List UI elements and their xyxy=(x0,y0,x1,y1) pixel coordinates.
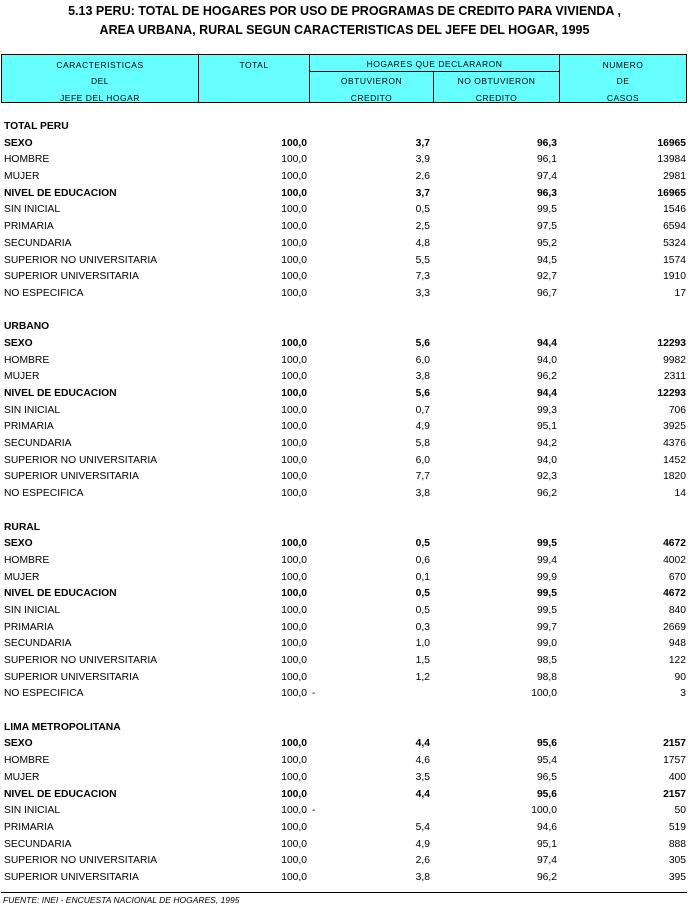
total-value: 100,0 xyxy=(281,154,307,166)
table-row xyxy=(0,219,689,236)
total-value: 100,0 xyxy=(281,488,307,500)
total-value: 100,0 xyxy=(281,788,307,800)
obtuvieron-value: 5,6 xyxy=(415,388,430,399)
no-obtuvieron-value: 92,7 xyxy=(536,271,557,283)
table-row xyxy=(0,820,689,837)
section-heading xyxy=(0,720,689,737)
row-label: PRIMARIA xyxy=(4,621,54,633)
obtuvieron-value: 5,5 xyxy=(415,254,430,266)
obtuvieron-value: 4,9 xyxy=(415,838,430,850)
table-row xyxy=(0,686,689,703)
total-value: 100,0 xyxy=(281,137,307,149)
numero-casos-value: 9982 xyxy=(663,354,686,366)
obtuvieron-value: 0,7 xyxy=(415,404,430,416)
row-label: PRIMARIA xyxy=(4,421,54,433)
row-label: SIN INICIAL xyxy=(4,805,61,817)
row-label: MUJER xyxy=(4,771,40,783)
table-row xyxy=(0,186,689,203)
row-label: NO ESPECIFICA xyxy=(4,688,84,700)
numero-casos-value: 4376 xyxy=(663,438,686,450)
header-obtuvieron-2: CREDITO xyxy=(350,93,393,103)
obtuvieron-value: 6,0 xyxy=(415,454,430,466)
table-bottom-rule xyxy=(1,892,687,893)
table-row xyxy=(0,436,689,453)
table-row xyxy=(0,536,689,553)
no-obtuvieron-value: 96,3 xyxy=(536,187,557,199)
obtuvieron-value: 1,2 xyxy=(415,671,430,683)
table-row xyxy=(0,453,689,470)
total-value: 100,0 xyxy=(281,404,307,416)
numero-casos-value: 519 xyxy=(668,821,686,833)
row-label: MUJER xyxy=(4,571,40,583)
obtuvieron-value: 3,8 xyxy=(415,371,430,383)
numero-casos-value: 16965 xyxy=(657,137,686,149)
row-label: HOMBRE xyxy=(4,755,50,767)
numero-casos-value: 706 xyxy=(668,404,686,416)
numero-casos-value: 17 xyxy=(674,287,686,299)
numero-casos-value: 122 xyxy=(668,655,686,666)
table-row xyxy=(0,770,689,787)
total-value: 100,0 xyxy=(281,571,307,583)
section-heading xyxy=(0,119,689,136)
obtuvieron-value: 7,3 xyxy=(415,271,430,283)
header-no-obtuvieron-1: NO OBTUVIERON xyxy=(457,76,536,86)
obtuvieron-value: 0,3 xyxy=(415,621,430,633)
table-row xyxy=(0,753,689,770)
table-row xyxy=(0,787,689,804)
no-obtuvieron-value: 96,2 xyxy=(536,871,557,883)
numero-casos-value: 948 xyxy=(668,638,686,650)
no-obtuvieron-value: 99,0 xyxy=(536,638,557,650)
header-hogares: HOGARES QUE DECLARARON xyxy=(366,59,503,69)
no-obtuvieron-value: 96,2 xyxy=(536,488,557,500)
header-numero-2: DE xyxy=(616,76,630,86)
table-row xyxy=(0,653,689,670)
row-label: TOTAL PERU xyxy=(4,121,69,132)
obtuvieron-value: 4,4 xyxy=(415,788,430,800)
numero-casos-value: 90 xyxy=(674,671,686,683)
numero-casos-value: 50 xyxy=(674,805,686,817)
total-value: 100,0 xyxy=(281,187,307,199)
row-label: SEXO xyxy=(4,538,33,550)
total-value: 100,0 xyxy=(281,538,307,550)
numero-casos-value: 400 xyxy=(668,771,686,783)
obtuvieron-value: 5,8 xyxy=(415,438,430,450)
numero-casos-value: 2157 xyxy=(663,738,686,750)
table-row xyxy=(0,620,689,637)
numero-casos-value: 4672 xyxy=(663,588,686,600)
table-row xyxy=(0,736,689,753)
obtuvieron-value: 4,9 xyxy=(415,421,430,433)
total-value: 100,0 xyxy=(281,337,307,349)
obtuvieron-value: 3,5 xyxy=(415,771,430,783)
obtuvieron-value: 2,6 xyxy=(415,171,430,183)
row-label: NIVEL DE EDUCACION xyxy=(4,788,117,800)
header-caracteristicas-2: DEL xyxy=(90,76,110,86)
total-value: 100,0 xyxy=(281,421,307,433)
total-value: 100,0 xyxy=(281,771,307,783)
row-label: SUPERIOR UNIVERSITARIA xyxy=(4,871,139,883)
total-value: 100,0 xyxy=(281,171,307,183)
total-value: 100,0 xyxy=(281,388,307,399)
row-label: SEXO xyxy=(4,137,33,149)
obtuvieron-value: 0,5 xyxy=(415,588,430,600)
no-obtuvieron-value: 100,0 xyxy=(531,805,557,817)
table-title-line1: 5.13 PERU: TOTAL DE HOGARES POR USO DE PROGRAMAS DE CREDITO PARA VIVIENDA , xyxy=(68,4,621,18)
no-obtuvieron-value: 94,4 xyxy=(536,337,557,349)
obtuvieron-value: 3,3 xyxy=(415,287,430,299)
no-obtuvieron-value: 99,5 xyxy=(536,588,557,600)
obtuvieron-value: 4,4 xyxy=(415,738,430,750)
total-value: 100,0 xyxy=(281,237,307,249)
no-obtuvieron-value: 95,1 xyxy=(536,838,557,850)
no-obtuvieron-value: 96,5 xyxy=(536,771,557,783)
table-body xyxy=(0,119,689,887)
total-value: 100,0 xyxy=(281,454,307,466)
no-obtuvieron-value: 97,5 xyxy=(536,221,557,233)
table-header xyxy=(1,54,687,103)
obtuvieron-value: 3,9 xyxy=(415,154,430,166)
no-obtuvieron-value: 100,0 xyxy=(531,688,557,700)
total-value: 100,0 xyxy=(281,755,307,767)
obtuvieron-value: 3,7 xyxy=(415,187,430,199)
numero-casos-value: 12293 xyxy=(657,388,686,399)
total-value: 100,0 xyxy=(281,221,307,233)
row-label: HOMBRE xyxy=(4,154,50,166)
row-label: SECUNDARIA xyxy=(4,838,72,850)
obtuvieron-value: 5,6 xyxy=(415,337,430,349)
no-obtuvieron-value: 99,5 xyxy=(536,204,557,216)
numero-casos-value: 2157 xyxy=(663,788,686,800)
obtuvieron-value: 4,6 xyxy=(415,755,430,767)
spacer-row xyxy=(0,503,689,520)
no-obtuvieron-value: 94,0 xyxy=(536,454,557,466)
no-obtuvieron-value: 96,3 xyxy=(536,137,557,149)
no-obtuvieron-value: 96,7 xyxy=(536,287,557,299)
row-label: NIVEL DE EDUCACION xyxy=(4,187,117,199)
row-label: HOMBRE xyxy=(4,554,50,566)
table-row xyxy=(0,553,689,570)
row-label: NIVEL DE EDUCACION xyxy=(4,388,117,399)
row-label: HOMBRE xyxy=(4,354,50,366)
obtuvieron-value: 1,0 xyxy=(415,638,430,650)
no-obtuvieron-value: 99,5 xyxy=(536,604,557,616)
header-total: TOTAL xyxy=(239,60,269,70)
table-row xyxy=(0,353,689,370)
obtuvieron-value: 1,5 xyxy=(415,655,430,666)
table-row xyxy=(0,803,689,820)
row-label: PRIMARIA xyxy=(4,221,54,233)
total-value: 100,0 xyxy=(281,655,307,666)
no-obtuvieron-value: 94,4 xyxy=(536,388,557,399)
numero-casos-value: 1820 xyxy=(663,471,686,483)
numero-casos-value: 6594 xyxy=(663,221,686,233)
obtuvieron-value: 2,5 xyxy=(415,221,430,233)
obtuvieron-value: 3,8 xyxy=(415,488,430,500)
row-label: NO ESPECIFICA xyxy=(4,488,84,500)
numero-casos-value: 305 xyxy=(668,855,686,867)
obtuvieron-value: 0,5 xyxy=(415,604,430,616)
row-label: SUPERIOR NO UNIVERSITARIA xyxy=(4,254,158,266)
table-row xyxy=(0,636,689,653)
table-row xyxy=(0,253,689,270)
no-obtuvieron-value: 99,7 xyxy=(536,621,557,633)
table-row xyxy=(0,369,689,386)
row-label: SECUNDARIA xyxy=(4,638,72,650)
total-value: 100,0 xyxy=(281,805,307,817)
total-value: 100,0 xyxy=(281,287,307,299)
row-label: SUPERIOR UNIVERSITARIA xyxy=(4,671,139,683)
no-obtuvieron-value: 95,4 xyxy=(536,755,557,767)
row-label: NIVEL DE EDUCACION xyxy=(4,588,117,600)
numero-casos-value: 1757 xyxy=(663,755,686,767)
spacer-row xyxy=(0,703,689,720)
header-caracteristicas-1: CARACTERISTICAS xyxy=(56,60,144,70)
spacer-row xyxy=(0,303,689,320)
no-obtuvieron-value: 97,4 xyxy=(536,855,557,867)
numero-casos-value: 1574 xyxy=(663,254,686,266)
numero-casos-value: 2669 xyxy=(663,621,686,633)
row-label: SIN INICIAL xyxy=(4,204,61,216)
dash-value: - xyxy=(312,805,316,817)
total-value: 100,0 xyxy=(281,688,307,700)
numero-casos-value: 16965 xyxy=(657,187,686,199)
header-numero-1: NUMERO xyxy=(602,60,644,70)
no-obtuvieron-value: 94,2 xyxy=(536,438,557,450)
total-value: 100,0 xyxy=(281,438,307,450)
no-obtuvieron-value: 96,2 xyxy=(536,371,557,383)
row-label: RURAL xyxy=(4,521,41,533)
total-value: 100,0 xyxy=(281,621,307,633)
obtuvieron-value: 3,8 xyxy=(415,871,430,883)
row-label: SEXO xyxy=(4,337,33,349)
no-obtuvieron-value: 95,6 xyxy=(536,738,557,750)
numero-casos-value: 4002 xyxy=(663,554,686,566)
dash-value: - xyxy=(312,688,316,700)
total-value: 100,0 xyxy=(281,204,307,216)
obtuvieron-value: 6,0 xyxy=(415,354,430,366)
no-obtuvieron-value: 94,6 xyxy=(536,821,557,833)
no-obtuvieron-value: 96,1 xyxy=(536,154,557,166)
table-row xyxy=(0,136,689,153)
obtuvieron-value: 4,8 xyxy=(415,237,430,249)
table-row xyxy=(0,469,689,486)
row-label: SIN INICIAL xyxy=(4,404,61,416)
table-row xyxy=(0,386,689,403)
table-row xyxy=(0,269,689,286)
table-row xyxy=(0,853,689,870)
obtuvieron-value: 7,7 xyxy=(415,471,430,483)
row-label: SUPERIOR NO UNIVERSITARIA xyxy=(4,454,158,466)
obtuvieron-value: 3,7 xyxy=(415,137,430,149)
header-no-obtuvieron-2: CREDITO xyxy=(475,93,518,103)
no-obtuvieron-value: 99,4 xyxy=(536,554,557,566)
table-row xyxy=(0,403,689,420)
row-label: URBANO xyxy=(4,321,50,333)
table-row xyxy=(0,169,689,186)
section-heading xyxy=(0,520,689,537)
table-row xyxy=(0,419,689,436)
total-value: 100,0 xyxy=(281,821,307,833)
numero-casos-value: 888 xyxy=(668,838,686,850)
table-row xyxy=(0,870,689,887)
source-note: FUENTE: INEI - ENCUESTA NACIONAL DE HOGARES, 1995 xyxy=(3,895,240,905)
row-label: SEXO xyxy=(4,738,33,750)
no-obtuvieron-value: 99,5 xyxy=(536,538,557,550)
total-value: 100,0 xyxy=(281,738,307,750)
row-label: SUPERIOR UNIVERSITARIA xyxy=(4,271,139,283)
no-obtuvieron-value: 95,2 xyxy=(536,237,557,249)
row-label: SECUNDARIA xyxy=(4,237,72,249)
numero-casos-value: 670 xyxy=(668,571,686,583)
header-divider xyxy=(309,71,559,72)
total-value: 100,0 xyxy=(281,471,307,483)
numero-casos-value: 3 xyxy=(680,688,686,700)
total-value: 100,0 xyxy=(281,638,307,650)
table-row xyxy=(0,603,689,620)
header-obtuvieron-1: OBTUVIERON xyxy=(340,76,403,86)
header-caracteristicas-3: JEFE DEL HOGAR xyxy=(60,93,140,103)
row-label: LIMA METROPOLITANA xyxy=(4,721,121,733)
row-label: SUPERIOR UNIVERSITARIA xyxy=(4,471,139,483)
row-label: NO ESPECIFICA xyxy=(4,287,84,299)
numero-casos-value: 1910 xyxy=(663,271,686,283)
row-label: PRIMARIA xyxy=(4,821,54,833)
no-obtuvieron-value: 95,6 xyxy=(536,788,557,800)
table-row xyxy=(0,570,689,587)
numero-casos-value: 1452 xyxy=(663,454,686,466)
row-label: SECUNDARIA xyxy=(4,438,72,450)
row-label: MUJER xyxy=(4,371,40,383)
table-row xyxy=(0,336,689,353)
total-value: 100,0 xyxy=(281,604,307,616)
numero-casos-value: 2981 xyxy=(663,171,686,183)
no-obtuvieron-value: 97,4 xyxy=(536,171,557,183)
table-row xyxy=(0,152,689,169)
total-value: 100,0 xyxy=(281,855,307,867)
numero-casos-value: 2311 xyxy=(663,371,686,383)
numero-casos-value: 12293 xyxy=(657,337,686,349)
row-label: SUPERIOR NO UNIVERSITARIA xyxy=(4,655,158,666)
table-row xyxy=(0,202,689,219)
total-value: 100,0 xyxy=(281,254,307,266)
total-value: 100,0 xyxy=(281,838,307,850)
numero-casos-value: 4672 xyxy=(663,538,686,550)
row-label: MUJER xyxy=(4,171,40,183)
numero-casos-value: 1546 xyxy=(663,204,686,216)
obtuvieron-value: 0,5 xyxy=(415,204,430,216)
numero-casos-value: 840 xyxy=(668,604,686,616)
total-value: 100,0 xyxy=(281,671,307,683)
table-row xyxy=(0,286,689,303)
numero-casos-value: 13984 xyxy=(657,154,686,166)
table-row xyxy=(0,837,689,854)
obtuvieron-value: 0,5 xyxy=(415,538,430,550)
table-row xyxy=(0,486,689,503)
no-obtuvieron-value: 95,1 xyxy=(536,421,557,433)
numero-casos-value: 5324 xyxy=(663,237,686,249)
total-value: 100,0 xyxy=(281,588,307,600)
total-value: 100,0 xyxy=(281,554,307,566)
section-heading xyxy=(0,319,689,336)
obtuvieron-value: 2,6 xyxy=(415,855,430,867)
obtuvieron-value: 0,1 xyxy=(415,571,430,583)
total-value: 100,0 xyxy=(281,354,307,366)
total-value: 100,0 xyxy=(281,271,307,283)
no-obtuvieron-value: 94,0 xyxy=(536,354,557,366)
no-obtuvieron-value: 98,8 xyxy=(536,671,557,683)
no-obtuvieron-value: 99,3 xyxy=(536,404,557,416)
numero-casos-value: 14 xyxy=(674,488,686,500)
header-numero-3: CASOS xyxy=(606,93,640,103)
total-value: 100,0 xyxy=(281,871,307,883)
obtuvieron-value: 0,6 xyxy=(415,554,430,566)
table-row xyxy=(0,586,689,603)
no-obtuvieron-value: 99,9 xyxy=(536,571,557,583)
numero-casos-value: 3925 xyxy=(663,421,686,433)
row-label: SUPERIOR NO UNIVERSITARIA xyxy=(4,855,158,867)
no-obtuvieron-value: 94,5 xyxy=(536,254,557,266)
numero-casos-value: 395 xyxy=(668,871,686,883)
row-label: SIN INICIAL xyxy=(4,604,61,616)
table-row xyxy=(0,670,689,687)
table-title-line2: AREA URBANA, RURAL SEGUN CARACTERISTICAS DEL JEFE DEL HOGAR, 1995 xyxy=(99,23,590,37)
obtuvieron-value: 5,4 xyxy=(415,821,430,833)
no-obtuvieron-value: 92,3 xyxy=(536,471,557,483)
table-row xyxy=(0,236,689,253)
no-obtuvieron-value: 98,5 xyxy=(536,655,557,666)
total-value: 100,0 xyxy=(281,371,307,383)
